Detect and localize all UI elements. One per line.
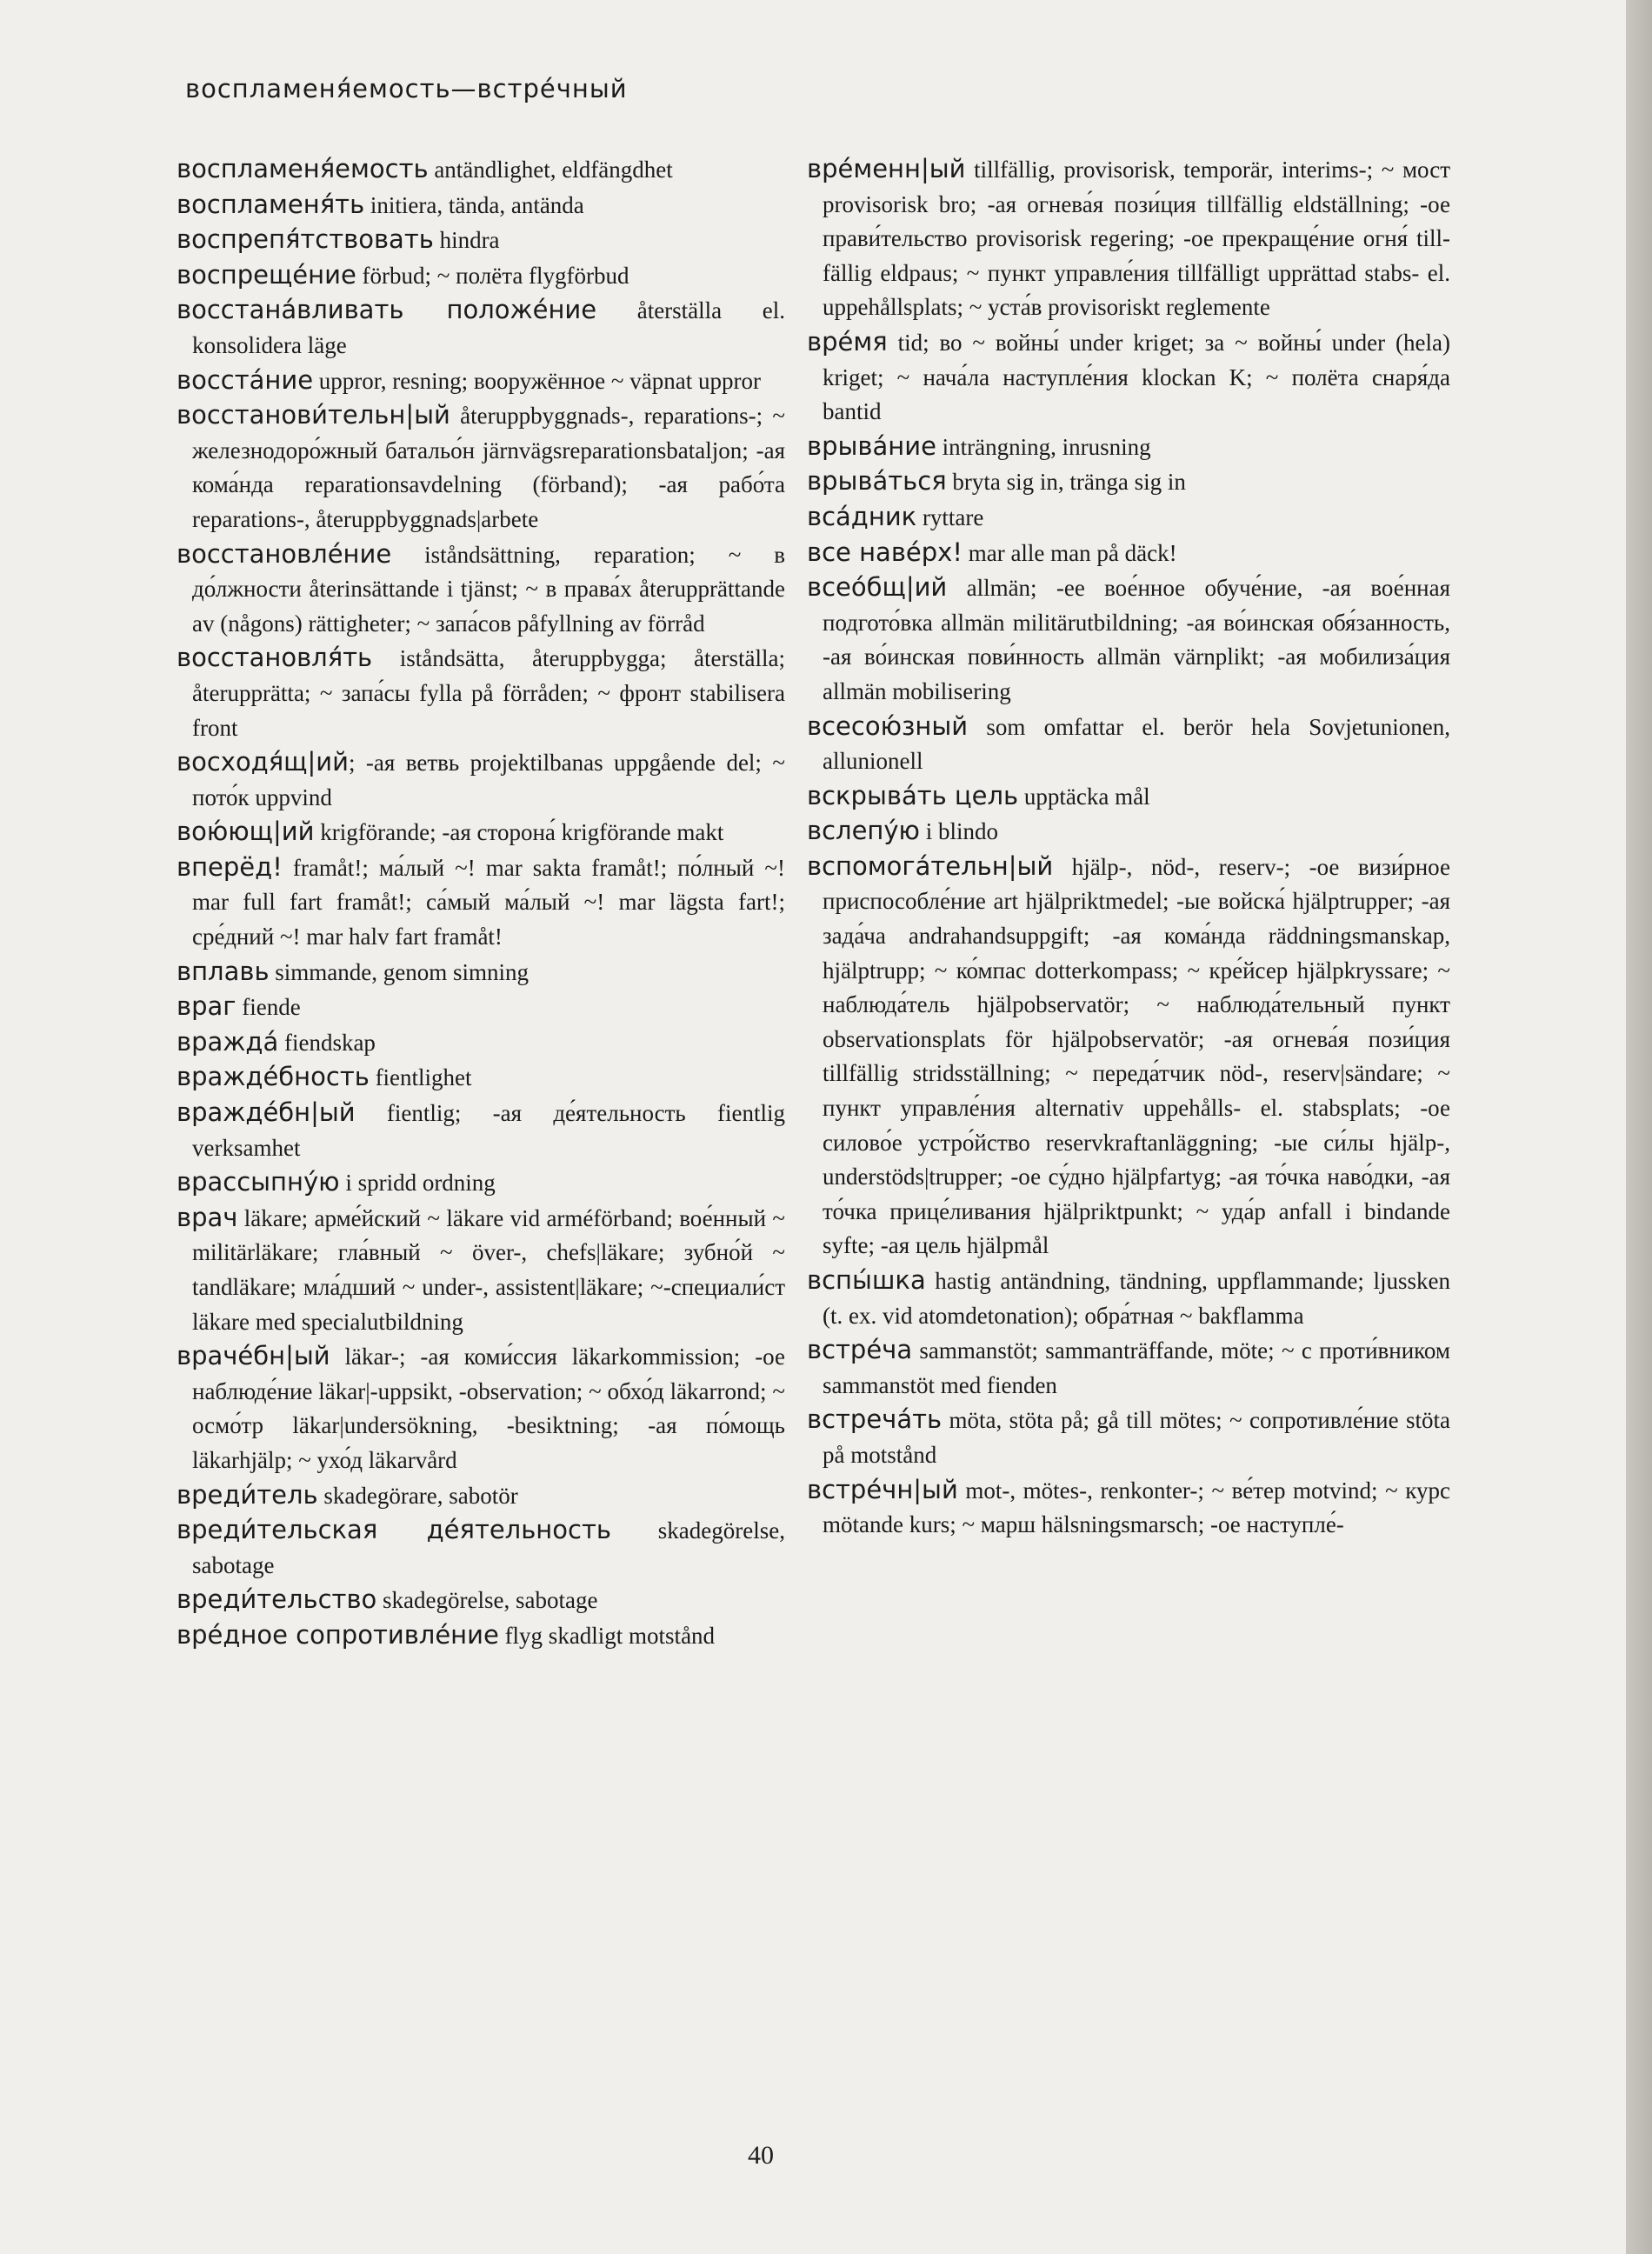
entry-definition: fiendskap	[278, 1029, 376, 1056]
dictionary-entry	[177, 537, 785, 642]
dictionary-entry	[177, 258, 785, 294]
dictionary-entry	[177, 1165, 785, 1201]
dictionary-entry	[177, 1478, 785, 1514]
entry-headword: восстановле́ние	[177, 538, 392, 569]
entry-definition: läkar-; -ая коми́ссия läkarkommission; -ое наблюде́ние läkar|-uppsikt, -observation; ~ обхо́д läkarrond; ~ осмо́тр läkar|undersökning, -besiktning; -ая по́мощь läkarhjälp; ~ ухо́д läkarvård	[192, 1344, 785, 1473]
dictionary-entry	[177, 188, 785, 223]
dictionary-entry	[177, 1513, 785, 1583]
entry-definition: fientlighet	[369, 1064, 472, 1091]
entry-headword: воспламеня́емость	[177, 154, 429, 183]
entry-headword: вреди́тельство	[177, 1584, 377, 1615]
entry-definition: fiende	[236, 994, 301, 1021]
dictionary-entry	[177, 815, 785, 850]
entry-headword: враче́бн|ый	[177, 1341, 330, 1371]
entry-definition: ryttare	[916, 503, 984, 530]
entry-headword: всеóбщ|ий	[807, 572, 948, 603]
entry-headword: вре́дное сопротивле́ние	[177, 1619, 499, 1650]
entry-headword: вражде́бность	[177, 1062, 370, 1092]
entry-headword: враг	[177, 991, 236, 1022]
entry-definition: tillfällig, provisorisk, temporär, interims-; ~ мост provisorisk bro; -ая огнева́я пози́ция tillfällig eldställning; -ое прави́тельство provisorisk regering; -ое прекраще́ние огня́ tillfällig eldpaus; ~ пункт управле́ния tillfälligt upprättad stabs- el. uppehållsplats; ~ уста́в provisoriskt reglemente	[823, 157, 1450, 321]
entry-headword: врыва́ние	[807, 430, 936, 461]
right-column	[807, 152, 1450, 1543]
entry-definition: bryta sig in, tränga sig in	[946, 469, 1186, 496]
entry-definition: upptäcka mål	[1018, 783, 1150, 810]
entry-definition: initiera, tända, antända	[364, 191, 584, 218]
entry-definition: förbud; ~ полёта flygförbud	[356, 262, 629, 289]
entry-headword: восстанови́тельн|ый	[177, 400, 450, 430]
entry-definition: antändlighet, eldfängdhet	[428, 157, 673, 183]
entry-headword: вспомога́тельн|ый	[807, 850, 1054, 881]
dictionary-entry	[807, 1333, 1450, 1403]
entry-headword: вою́ющ|ий	[177, 817, 315, 847]
entry-definition: ; -ая ветвь projektilbanas uppgående del; ~ пото́к uppvind	[192, 750, 785, 810]
dictionary-entry	[177, 745, 785, 815]
dictionary-entry	[807, 814, 1450, 850]
dictionary-entry	[807, 325, 1450, 430]
entry-headword: вспы́шка	[807, 1265, 926, 1295]
entry-definition: skadegörelse, sabotage	[192, 1517, 785, 1578]
dictionary-entry	[177, 850, 785, 955]
entry-headword: вре́мя	[807, 326, 888, 357]
entry-headword: вражда́	[177, 1026, 279, 1057]
dictionary-entry	[177, 223, 785, 258]
page-number: 40	[748, 2141, 774, 2170]
entry-definition: i blindo	[919, 818, 998, 845]
entry-headword: вплавь	[177, 956, 270, 986]
facing-page-edge	[1626, 0, 1652, 2254]
entry-definition: simmande, genom simning	[269, 958, 530, 985]
dictionary-entry	[807, 1403, 1450, 1472]
entry-definition: framåt!; ма́лый ~! mar sakta framåt!; по́лный ~! mar full fart framåt!; са́мый ма́лый ~! mar lägsta fart!; сре́дний ~! mar halv fart framåt!	[192, 854, 785, 950]
running-head: воспламеня́емость—встре́чный	[185, 74, 628, 103]
dictionary-entry	[177, 152, 785, 188]
entry-definition: sammanstöt; sammanträffande, möte; ~ с проти́вником sammanstöt med fienden	[823, 1337, 1450, 1398]
left-column	[177, 152, 785, 1654]
dictionary-entry	[807, 1473, 1450, 1543]
dictionary-entry	[177, 293, 785, 363]
entry-headword: вперёд!	[177, 851, 283, 882]
entry-headword: встреча́ть	[807, 1404, 943, 1435]
entry-definition: som omfattar el. berör hela Sovjetunionen, allunionell	[823, 713, 1450, 775]
entry-headword: встре́чн|ый	[807, 1474, 958, 1504]
entry-definition: inträngning, inrusning	[936, 433, 1151, 460]
entry-definition: möta, stöta på; gå till mötes; ~ сопротивле́ние stöta på motstånd	[823, 1407, 1450, 1468]
entry-definition: återställa el. konsolidera läge	[192, 297, 785, 358]
dictionary-entry	[177, 955, 785, 990]
dictionary-entry	[177, 641, 785, 745]
entry-definition: hastig antändning, tändning, uppflammande; ljussken (t. ex. vid atomdetonation); обра́тная ~ bakflamma	[823, 1268, 1450, 1329]
dictionary-entry	[177, 1583, 785, 1618]
dictionary-entry	[807, 500, 1450, 536]
entry-headword: вражде́бн|ый	[177, 1097, 356, 1128]
entry-definition: krigförande; -ая сторона́ krigförande makt	[314, 819, 724, 846]
dictionary-entry	[807, 779, 1450, 815]
dictionary-entry	[177, 1339, 785, 1477]
dictionary-entry	[807, 152, 1450, 325]
entry-headword: восстановля́ть	[177, 643, 373, 673]
entry-headword: врач	[177, 1202, 238, 1232]
dictionary-entry	[807, 850, 1450, 1264]
entry-headword: восстана́вливать положе́ние	[177, 295, 597, 325]
entry-headword: вреди́тельская де́ятельность	[177, 1515, 611, 1545]
entry-definition: iståndsättning, reparation; ~ в до́лжности återinsättande i tjänst; ~ в права́х återupprättande av (någons) rättigheter; ~ запа́сов påfyllning av förråd	[192, 541, 785, 637]
entry-definition: flyg skadligt motstånd	[498, 1622, 716, 1649]
entry-definition: skadegörelse, sabotage	[376, 1587, 598, 1614]
entry-headword: воспреще́ние	[177, 259, 356, 290]
entry-headword: восходя́щ|ий	[177, 747, 349, 777]
entry-definition: fientlig; -ая де́ятельность fientlig verksamhet	[192, 1100, 785, 1161]
entry-definition: mar alle man på däck!	[962, 539, 1177, 566]
dictionary-entry	[177, 363, 785, 399]
entry-definition: i spridd ordning	[339, 1170, 496, 1197]
entry-headword: вса́дник	[807, 501, 917, 531]
entry-headword: все навéрх!	[807, 537, 963, 567]
entry-definition: tid; во ~ войны́ under kriget; за ~ войны́ under (hela) kriget; ~ нача́ла наступле́ния klockan K; ~ полёта снаря́да bantid	[823, 329, 1450, 425]
entry-definition: iståndsätta, återuppbygga; återställa; återupprätta; ~ запа́сы fylla på förråden; ~ фронт stabilisera front	[192, 645, 785, 741]
entry-headword: восста́ние	[177, 364, 314, 395]
dictionary-entry	[807, 430, 1450, 465]
dictionary-entry	[807, 710, 1450, 779]
entry-headword: врассыпну́ю	[177, 1167, 340, 1197]
dictionary-entry	[807, 570, 1450, 709]
dictionary-entry	[807, 536, 1450, 571]
entry-headword: воспламеня́ть	[177, 189, 365, 219]
dictionary-entry	[177, 1201, 785, 1339]
entry-definition: hindra	[433, 227, 500, 254]
entry-headword: вскрыва́ть цель	[807, 780, 1019, 810]
entry-headword: воспрепя́тствовать	[177, 224, 434, 255]
entry-definition: läkare; арме́йский ~ läkare vid arméförband; вое́нный ~ militärläkare; гла́вный ~ över-, chefs|läkare; зубно́й ~ tandläkare; мла́дший ~ under-, assistent|läkare; ~-специали́ст läkare med specialutbildning	[192, 1204, 785, 1335]
entry-headword: всесою́зный	[807, 710, 969, 741]
dictionary-entry	[177, 1060, 785, 1096]
entry-headword: встре́ча	[807, 1335, 913, 1365]
entry-definition: skadegörare, sabotör	[317, 1482, 518, 1509]
dictionary-entry	[807, 464, 1450, 500]
dictionary-entry	[177, 1618, 785, 1654]
dictionary-entry	[177, 1096, 785, 1165]
entry-definition: uppror, resning; вооружённое ~ väpnat uppror	[313, 367, 761, 394]
entry-definition: återuppbyggnads-, reparations-; ~ железнодоро́жный батальо́н järnvägsreparationsbataljon; -ая кома́нда reparationsavdelning (förband); -ая рабо́та reparations-, återuppbyggnads|arbete	[192, 403, 785, 532]
entry-headword: вреди́тель	[177, 1479, 318, 1510]
entry-headword: врыва́ться	[807, 466, 947, 497]
entry-definition: mot-, mötes-, renkonter-; ~ ве́тер motvind; ~ курс mötande kurs; ~ марш hälsningsmarsch; -ое наступле́-	[823, 1477, 1450, 1538]
entry-headword: вре́менн|ый	[807, 154, 966, 183]
entry-headword: вслепу́ю	[807, 816, 920, 846]
dictionary-entry	[807, 1264, 1450, 1333]
entry-definition: allmän; -ее вое́нное обуче́ние, -ая вое́нная подгото́вка allmän militärutbildning; -ая во́инская обя́занность, -ая во́инская пови́нность allmän värnplikt; -ая мобилиза́ция allmän mobilisering	[823, 575, 1450, 704]
dictionary-entry	[177, 398, 785, 537]
dictionary-entry	[177, 990, 785, 1025]
dictionary-entry	[177, 1025, 785, 1061]
entry-definition: hjälp-, nöd-, reserv-; -ое визи́рное приспособле́ние art hjälpriktmedel; -ые войска́ hjälptrupper; -ая зада́ча andrahandsuppgift; -ая кома́нда räddningsmanskap, hjälptrupp; ~ ко́мпас dotterkompass; ~ кре́йсер hjälpkryssare; ~ наблюда́тель hjälpobservatör; ~ наблюда́тельный пункт observationsplats för hjälpobservatör; -ая огнева́я пози́ция tillfällig stridsställning; ~ переда́тчик nöd-, reserv|sändare; ~ пункт управле́ния alternativ uppehålls- el. stabsplats; -ое силово́е устро́йство reservkraftanläggning; -ые си́лы hjälp-, understöds|trupper; -ое су́дно hjälpfartyg; -ая то́чка наво́дки, -ая то́чка прице́ливания hjälpriktpunkt; ~ уда́р anfall i bindande syfte; -ая цель hjälpmål	[823, 853, 1450, 1259]
